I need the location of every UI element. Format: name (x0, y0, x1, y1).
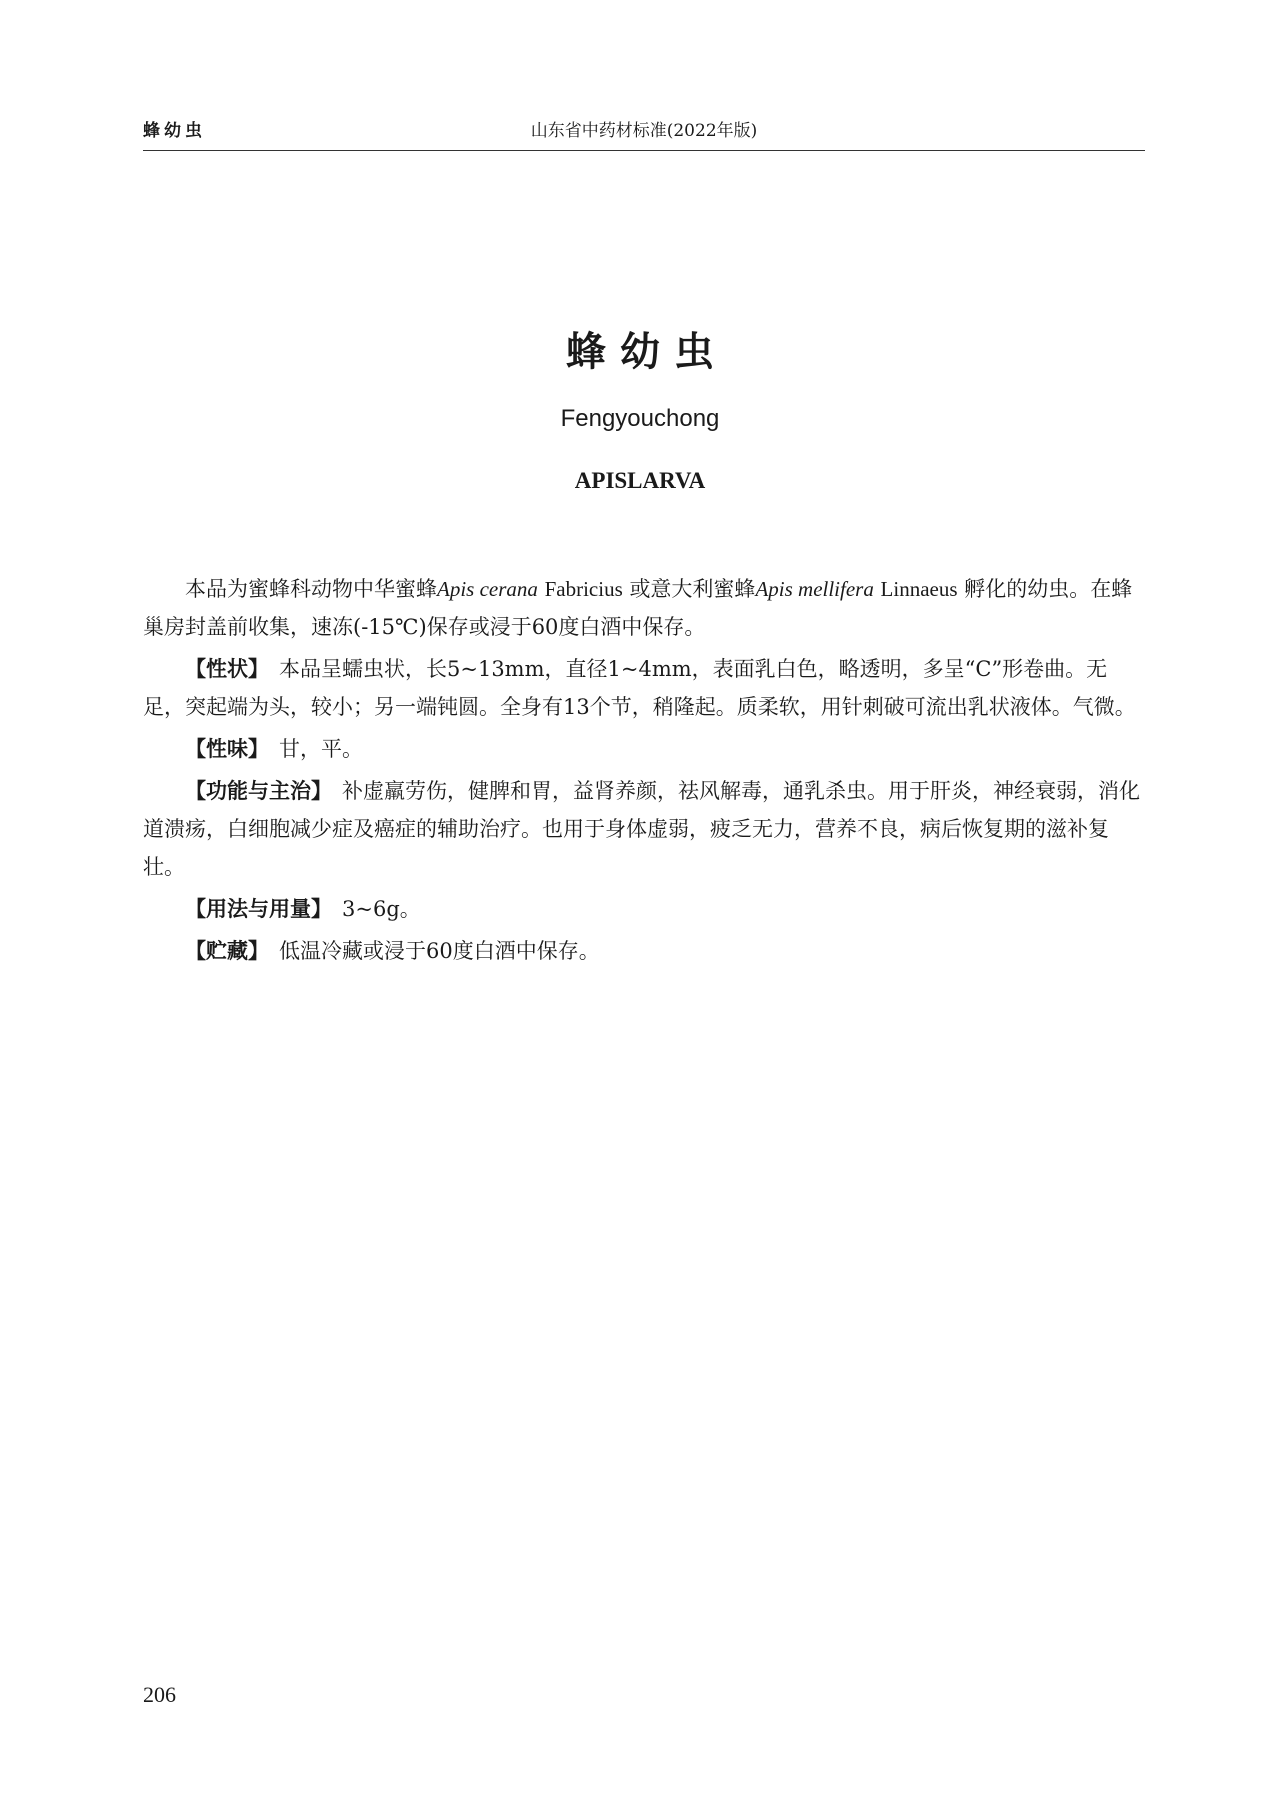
species-name-1: Apis cerana (437, 577, 538, 601)
section-gongneng (143, 772, 1145, 886)
intro-text-1: 本品为蜜蜂科动物中华蜜蜂 (185, 577, 437, 601)
header-entry-name: 蜂幼虫 (143, 121, 206, 141)
section-xingwei (143, 730, 1145, 768)
section-zhucang (143, 932, 1145, 970)
section-text: 补虚羸劳伤，健脾和胃，益肾养颜，祛风解毒，通乳杀虫。用于肝炎，神经衰弱，消化道溃疡，白细胞减少症及癌症的辅助治疗。也用于身体虚弱，疲乏无力，营养不良，病后恢复期的滋补复壮。 (143, 779, 1140, 879)
intro-paragraph (143, 570, 1145, 646)
latin-name: APISLARVA (574, 468, 706, 493)
page-number: 206 (143, 1682, 176, 1707)
section-label: 【贮藏】 (185, 939, 269, 963)
species-author-2: Linnaeus (880, 577, 958, 601)
section-text: 本品呈蠕虫状，长5~13mm，直径1~4mm，表面乳白色，略透明，多呈“C”形卷曲。无足，突起端为头，较小；另一端钝圆。全身有13个节，稍隆起。质柔软，用针刺破可流出乳状液体。气微。 (143, 657, 1136, 719)
section-label: 【用法与用量】 (185, 897, 332, 921)
section-yongfa (143, 890, 1145, 928)
intro-text-3: 孵化的幼虫。在蜂巢房封盖前收集，速冻(-15℃)保存或浸于60度白酒中保存。 (143, 577, 1133, 639)
section-label: 【功能与主治】 (185, 779, 332, 803)
section-label: 【性味】 (185, 737, 269, 761)
species-name-2: Apis mellifera (755, 577, 874, 601)
header-book-title: 山东省中药材标准(2022年版) (530, 121, 758, 141)
header-rule (143, 150, 1145, 151)
section-text: 甘，平。 (279, 737, 363, 761)
intro-text-2: 或意大利蜜蜂 (629, 577, 756, 601)
section-xingzhuang (143, 650, 1145, 726)
section-text: 3~6g。 (342, 897, 421, 921)
pinyin-name: Fengyouchong (560, 405, 720, 432)
monograph-body (143, 570, 1145, 970)
species-author-1: Fabricius (544, 577, 623, 601)
section-text: 低温冷藏或浸于60度白酒中保存。 (279, 939, 600, 963)
page-title: 蜂幼虫 (566, 329, 728, 375)
running-header (143, 110, 1145, 150)
section-label: 【性状】 (185, 657, 269, 681)
